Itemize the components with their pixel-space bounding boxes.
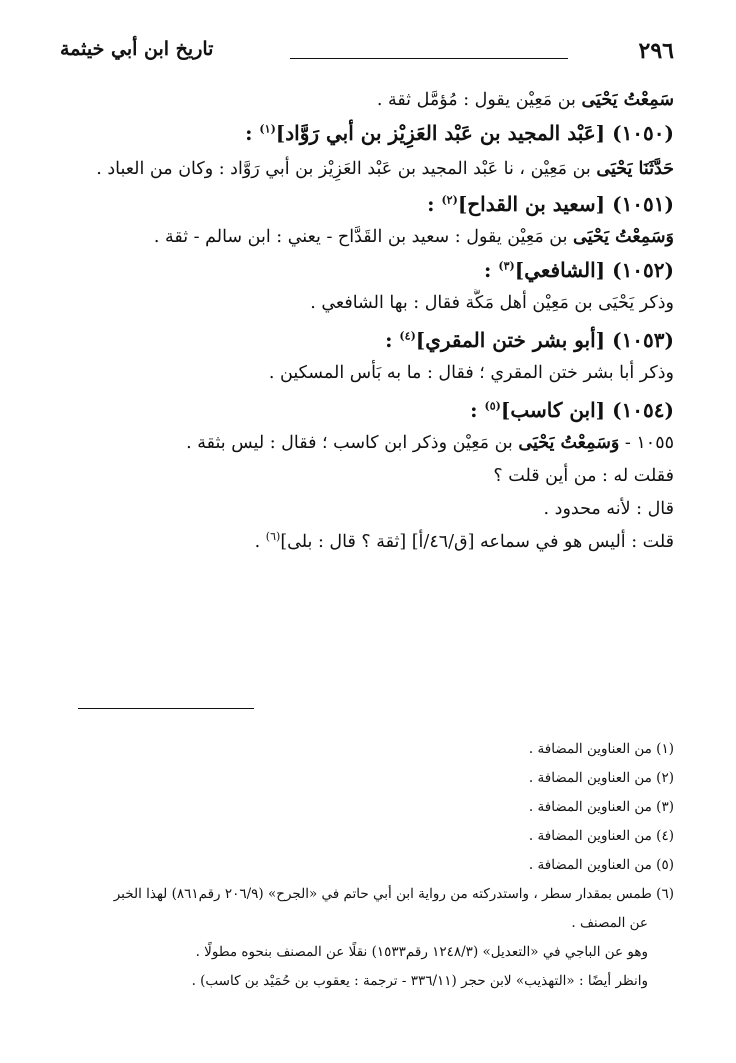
heading-colon: : <box>427 192 442 216</box>
line-text: وذكر يَحْيَى بن مَعِيْن أهل مَكَّة فقال : بها الشافعي . <box>310 293 674 313</box>
entry-heading-1054 <box>62 392 674 429</box>
text-line-5 <box>62 223 674 252</box>
heading-text: (١٠٥٢) [الشافعي] <box>514 258 674 282</box>
text-line-11 <box>62 429 674 458</box>
footnote-ref: (٤) <box>399 329 416 343</box>
footnote-ref: (١) <box>259 122 276 136</box>
text-line-7 <box>62 289 674 318</box>
line-text: فقلت له : من أين قلت ؟ <box>493 466 674 486</box>
entry-heading-1050 <box>62 115 674 152</box>
line-text: بن مَعِيْن ، نا عَبْد المجيد بن عَبْد العَزِيْز بن أبي رَوَّاد : وكان من العباد . <box>96 159 597 179</box>
footnote-2: (٢) من العناوين المضافة . <box>528 770 674 786</box>
entry-heading-1051 <box>62 186 674 223</box>
book-title: تاريخ ابن أبي خيثمة <box>60 38 214 60</box>
header-rule <box>290 58 568 59</box>
main-text <box>62 86 674 561</box>
footnote-6-continued: عن المصنف . <box>571 915 648 931</box>
heading-text: (١٠٥٣) [أبو بشر ختن المقري] <box>415 328 674 352</box>
heading-colon: : <box>385 328 400 352</box>
footnotes <box>62 735 674 996</box>
entry-number: ١٠٥٥ - <box>619 433 674 453</box>
footnote-4: (٤) من العناوين المضافة . <box>528 828 674 844</box>
heading-text: (١٠٥٤) [ابن كاسب] <box>500 398 674 422</box>
heading-colon: : <box>484 258 499 282</box>
narrator-phrase: وَسَمِعْتُ يَحْيَى <box>518 433 620 453</box>
footnote-1: (١) من العناوين المضافة . <box>528 741 674 757</box>
heading-text: (١٠٥١) [سعيد بن القداح] <box>457 192 674 216</box>
text-line-12 <box>62 462 674 491</box>
text-line-1 <box>62 86 674 115</box>
footnote-6: (٦) طمس بمقدار سطر ، واستدركته من رواية ابن أبي حاتم في «الجرح» (٢٠٦/٩ رقم٨٦١) لهذا الخبر <box>113 886 674 902</box>
text-line-3 <box>62 152 674 186</box>
footnote-6-para-3: وانظر أيضًا : «التهذيب» لابن حجر (٣٣٦/١١ - ترجمة : يعقوب بن حُمَيْد بن كاسب) . <box>191 973 648 989</box>
text-line-13 <box>62 495 674 524</box>
running-header <box>60 34 674 70</box>
footnote-rule <box>78 708 254 709</box>
narrator-phrase: حَدَّثَنَا يَحْيَى <box>596 159 674 179</box>
line-text: بن مَعِيْن وذكر ابن كاسب ؛ فقال : ليس بثقة . <box>186 433 519 453</box>
footnote-5: (٥) من العناوين المضافة . <box>528 857 674 873</box>
line-text: وذكر أبا بشر ختن المقري ؛ فقال : ما به بَأْس المسكين . <box>268 363 674 383</box>
line-text: بن مَعِيْن يقول : مُؤمَّل ثقة . <box>376 90 582 110</box>
narrator-phrase: وَسَمِعْتُ يَحْيَى <box>573 227 674 247</box>
line-end: . <box>254 532 266 552</box>
line-text: بن مَعِيْن يقول : سعيد بن القَدَّاح - يعني : ابن سالم - ثقة . <box>153 227 574 247</box>
footnote-3: (٣) من العناوين المضافة . <box>528 799 674 815</box>
footnote-ref: (٣) <box>498 259 515 273</box>
footnote-ref: (٢) <box>441 193 458 207</box>
narrator-phrase: سَمِعْتُ يَحْيَى <box>581 90 674 110</box>
footnote-ref: (٦) <box>265 530 281 544</box>
heading-text: (١٠٥٠) [عَبْد المجيد بن عَبْد العَزِيْز بن أبي رَوَّاد] <box>275 121 674 145</box>
entry-heading-1053 <box>62 322 674 359</box>
line-text: قلت : أليس هو في سماعه [ق/٤٦/أ] [ثقة ؟ قال : بلى] <box>280 532 674 552</box>
heading-colon: : <box>245 121 260 145</box>
footnote-ref: (٥) <box>484 399 501 413</box>
text-line-14 <box>62 528 674 557</box>
footnote-6-para-2: وهو عن الباجي في «التعديل» (١٢٤٨/٣ رقم١٥٣٣) نقلًا عن المصنف بنحوه مطولًا . <box>195 944 648 960</box>
line-text: قال : لأنه محدود . <box>543 499 674 519</box>
heading-colon: : <box>470 398 485 422</box>
page-number: ٢٩٦ <box>638 38 674 64</box>
entry-heading-1052 <box>62 252 674 289</box>
text-line-9 <box>62 359 674 388</box>
